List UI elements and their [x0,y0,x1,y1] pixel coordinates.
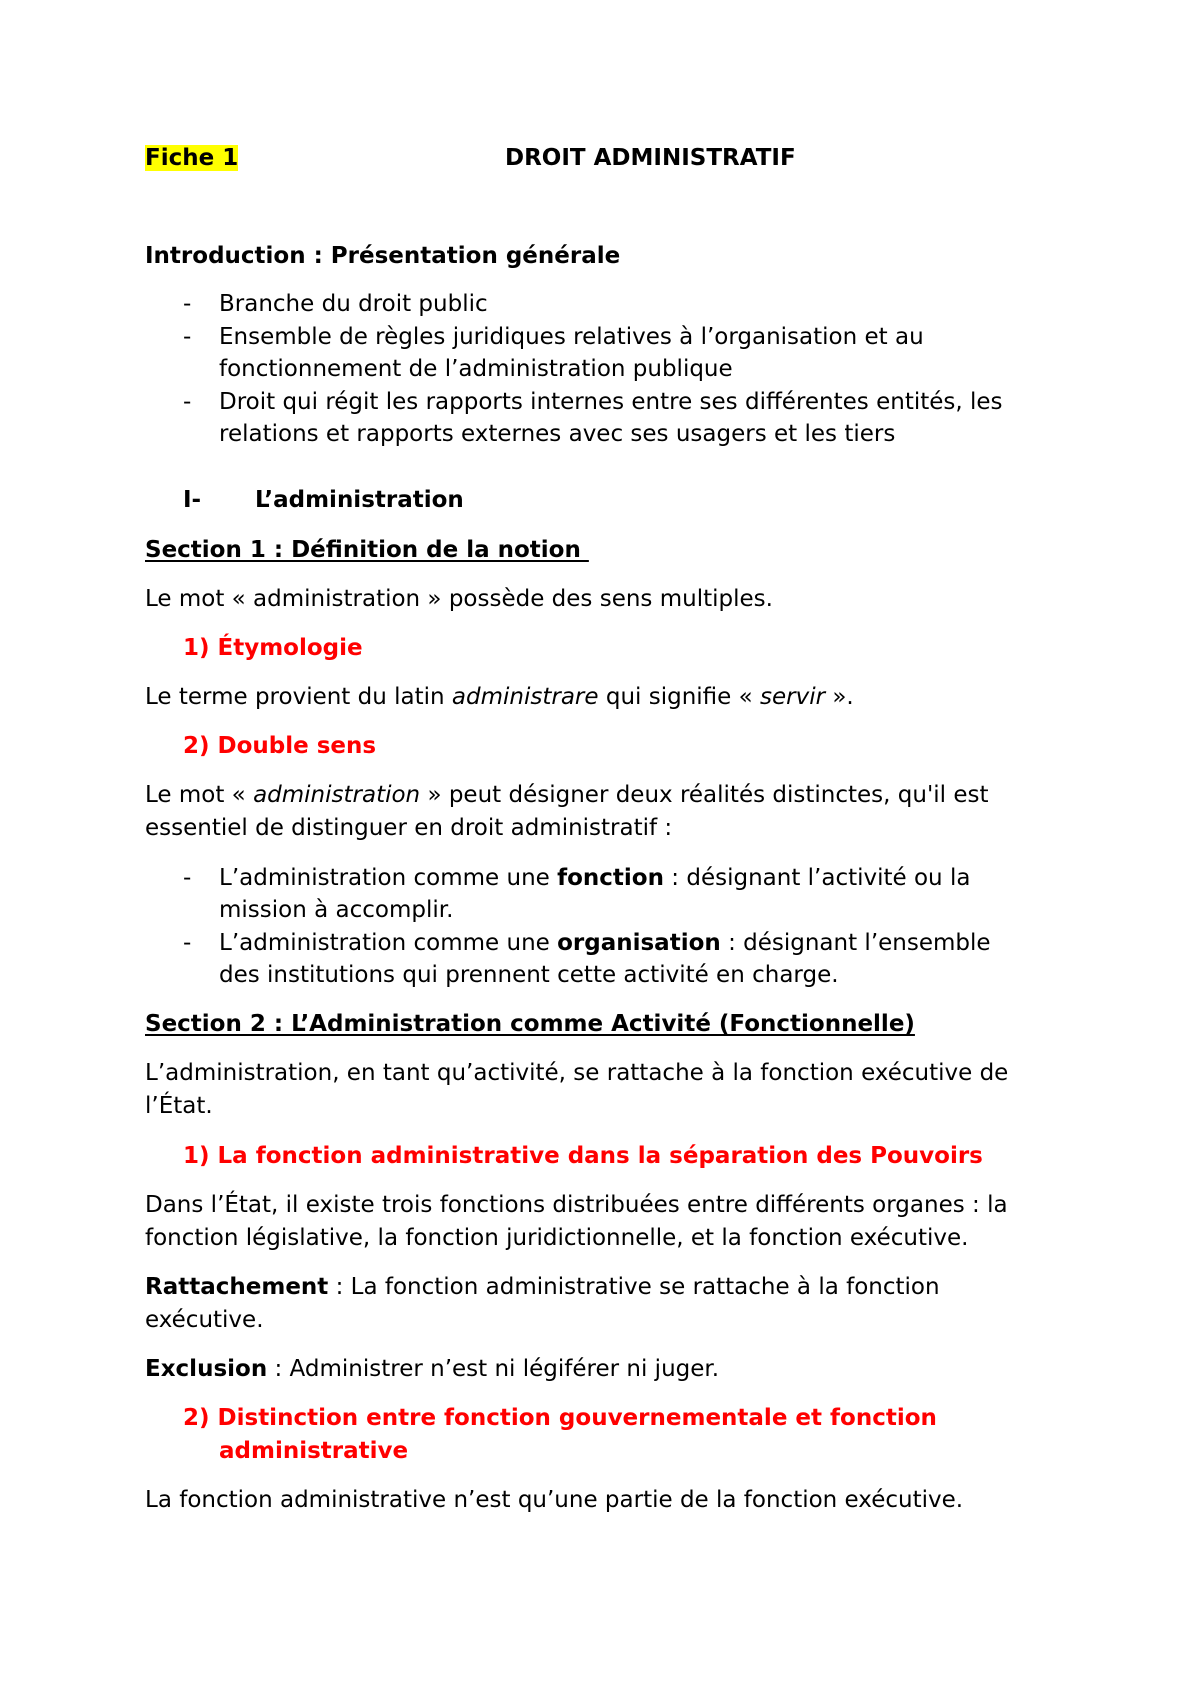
text-segment: : désignant l’activité ou la [663,865,971,891]
bullet-dash: - [183,291,192,317]
section1-sub2-p2: essentiel de distinguer en droit administratif : [145,815,673,841]
bold-term: Rattachement [145,1274,329,1300]
section1-bullet-1-line1 [219,862,970,894]
section1-intro: Le mot « administration » possède des sens multiples. [145,586,773,612]
section1-bullet-2-line2: des institutions qui prennent cette activité en charge. [219,962,839,988]
rattachement-line1 [145,1271,940,1303]
section1-bullet-1-line2: mission à accomplir. [219,897,454,923]
intro-bullet-2-line2: fonctionnement de l’administration publique [219,356,733,382]
intro-bullet-2-line1: Ensemble de règles juridiques relatives à l’organisation et au [219,324,924,350]
bold-term: fonction [557,865,664,891]
text-segment: : La fonction administrative se rattache à la fonction [328,1274,940,1300]
rattachement-line2: exécutive. [145,1307,264,1333]
section2-heading-text: Section 2 : L’Administration comme Activité (Fonctionnelle) [145,1011,915,1037]
text-segment: : désignant l’ensemble [720,930,991,956]
intro-bullet-1: Branche du droit public [219,291,488,317]
section2-sub2-heading-line2: administrative [219,1438,409,1464]
text-segment: ». [825,684,854,710]
bold-term: Exclusion [145,1356,268,1382]
text-segment: L’administration comme une [219,930,558,956]
section2-sub1-heading: 1) La fonction administrative dans la séparation des Pouvoirs [183,1143,983,1169]
section1-sub2-p1 [145,779,989,811]
section2-intro-line1: L’administration, en tant qu’activité, se rattache à la fonction exécutive de [145,1060,1009,1086]
part-title: L’administration [255,487,464,513]
section2-heading [145,1008,915,1040]
section2-sub2-heading-line1: 2) Distinction entre fonction gouvernementale et fonction [183,1405,937,1431]
italic-term: administrare [451,684,599,710]
exclusion-line [145,1353,719,1385]
fiche-label-highlight: Fiche 1 [145,145,239,171]
section1-heading [145,534,589,566]
text-segment: » peut désigner deux réalités distinctes, qu'il est [420,782,989,808]
part-number: I- [183,487,202,513]
section2-intro-line2: l’État. [145,1093,213,1119]
section1-sub2-heading: 2) Double sens [183,733,377,759]
section1-heading-text: Section 1 : Définition de la notion [145,537,589,563]
bold-term: organisation [557,930,721,956]
text-segment: Le terme provient du latin [145,684,452,710]
text-segment: : Administrer n’est ni légiférer ni juger. [267,1356,720,1382]
section2-sub1-p-line2: fonction législative, la fonction juridictionnelle, et la fonction exécutive. [145,1225,969,1251]
section2-sub2-text: La fonction administrative n’est qu’une partie de la fonction exécutive. [145,1487,964,1513]
section1-sub1-heading: 1) Étymologie [183,635,363,661]
italic-term: servir [760,684,826,710]
bullet-dash: - [183,930,192,956]
italic-term: administration [253,782,421,808]
section1-bullet-2-line1 [219,927,991,959]
document-title: DROIT ADMINISTRATIF [505,145,796,171]
intro-bullet-3-line1: Droit qui régit les rapports internes entre ses différentes entités, les [219,389,1003,415]
bullet-dash: - [183,324,192,350]
fiche-label [145,142,238,174]
bullet-dash: - [183,865,192,891]
text-segment: Le mot « [145,782,254,808]
intro-bullet-3-line2: relations et rapports externes avec ses usagers et les tiers [219,421,896,447]
text-segment: L’administration comme une [219,865,558,891]
bullet-dash: - [183,389,192,415]
intro-heading: Introduction : Présentation générale [145,243,621,269]
text-segment: qui signifie « [598,684,760,710]
section1-sub1-text [145,681,854,713]
section2-sub1-p-line1: Dans l’État, il existe trois fonctions distribuées entre différents organes : la [145,1192,1008,1218]
